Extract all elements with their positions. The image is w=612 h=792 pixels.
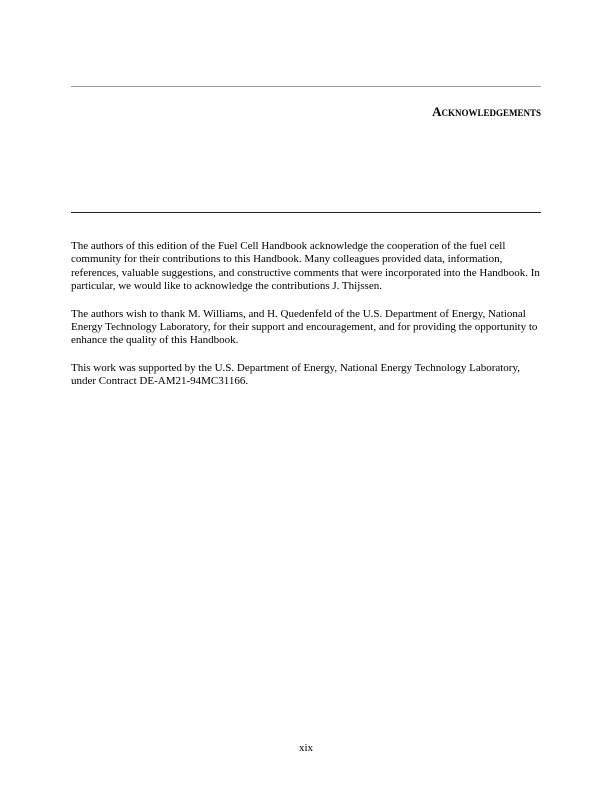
page-number: xix: [298, 742, 314, 754]
paragraph-contributors: The authors of this edition of the Fuel Cell Handbook acknowledge the cooperation of the fuel cell community for their contributions to this Handbook. Many colleagues provided data, information, references, valuable suggestions, and constructive comments that were incorporated into the Handbook. In particular, we would like to acknowledge the contributions J. Thijssen.: [71, 240, 540, 293]
paragraph-thanks: The authors wish to thank M. Williams, and H. Quedenfeld of the U.S. Department of Energy, National Energy Technology Laboratory, for their support and encouragement, and for providing the opportunity to enhance the quality of this Handbook.: [71, 307, 538, 347]
page-title: Acknowledgements: [432, 104, 541, 119]
paragraph-funding: This work was supported by the U.S. Department of Energy, National Energy Technology Laboratory, under Contract DE-AM21-94MC31166.: [71, 361, 521, 388]
acknowledgements-body: [71, 240, 541, 403]
header-rule-bottom: [71, 212, 541, 213]
header-rule-top: [71, 86, 541, 87]
